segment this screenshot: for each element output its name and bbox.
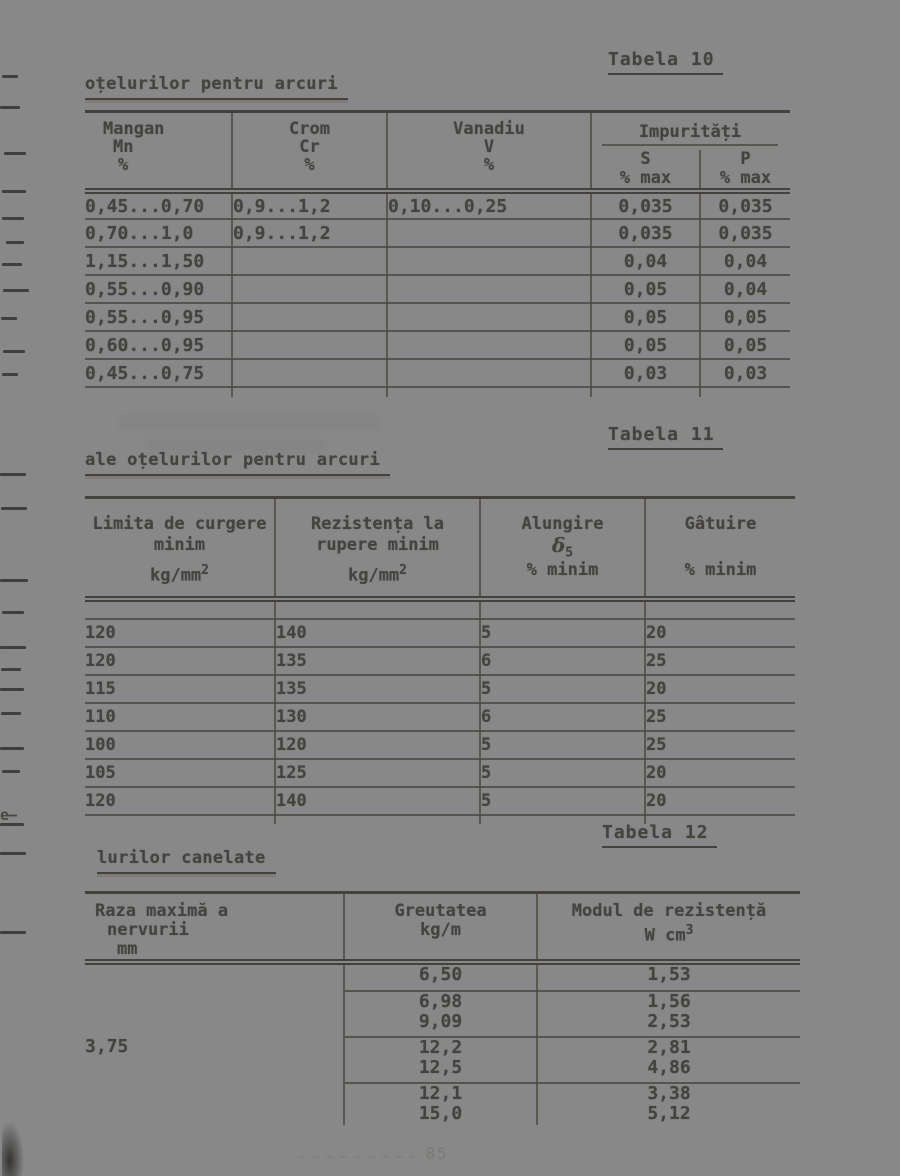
margin-mark — [2, 190, 26, 193]
table-cell — [232, 303, 387, 331]
margin-mark — [1, 712, 21, 715]
table-cell: 0,05 — [591, 303, 700, 331]
table-row — [85, 247, 790, 275]
table-row — [85, 387, 790, 397]
table-cell — [387, 219, 591, 247]
table-cell: 2,81 4,86 — [537, 1037, 800, 1083]
margin-mark — [0, 747, 24, 750]
table-cell: 1,15...1,50 — [85, 247, 232, 275]
table-cell: 20 — [645, 619, 795, 647]
table-cell — [85, 962, 344, 991]
table10-caption: oțelurilor pentru arcuri — [85, 74, 348, 100]
scan-smudge — [2, 1122, 24, 1176]
table-cell: 0,45...0,70 — [85, 191, 232, 219]
column-header-mangan: Mangan Mn % — [85, 112, 232, 192]
subcolumn-header-s: S % max — [619, 149, 672, 188]
table-cell: 0,04 — [700, 275, 790, 303]
margin-mark — [0, 473, 26, 476]
table-cell: 5 — [480, 731, 645, 759]
table-cell — [85, 991, 344, 1037]
margin-mark — [2, 373, 18, 376]
table-cell — [387, 247, 591, 275]
margin-mark — [3, 289, 29, 292]
table-cell — [85, 1083, 344, 1125]
table12-title: Tabela 12 — [602, 822, 717, 848]
table-row — [85, 191, 790, 219]
table-cell — [387, 331, 591, 359]
table-cell: 25 — [645, 647, 795, 675]
table-cell — [232, 275, 387, 303]
table-cell: 120 — [85, 647, 275, 675]
page-number: 85 — [425, 1144, 449, 1163]
margin-mark — [2, 263, 22, 266]
table-cell: 0,03 — [591, 359, 700, 387]
table-cell: 5 — [480, 619, 645, 647]
table-cell: 135 — [275, 675, 480, 703]
page-number-smudge-line — [298, 1156, 414, 1158]
table-row — [85, 703, 795, 731]
table-11-header-row — [85, 498, 795, 599]
table-12 — [85, 891, 800, 1125]
table-cell: 3,75 — [85, 1037, 344, 1083]
table-cell: 5 — [480, 759, 645, 787]
table-cell — [232, 359, 387, 387]
table-cell: 0,60...0,95 — [85, 331, 232, 359]
column-header-limita-curgere: Limita de curgere minim $kg/mm^2$ — [85, 498, 275, 599]
table-cell: 12,1 15,0 — [344, 1083, 537, 1125]
table-cell: 0,05 — [591, 331, 700, 359]
table-row — [85, 647, 795, 675]
table-cell: 0,035 — [700, 191, 790, 219]
table-cell: 0,03 — [700, 359, 790, 387]
table-cell: 3,38 5,12 — [647, 1083, 691, 1124]
table-cell: 110 — [85, 703, 275, 731]
table-row — [85, 787, 795, 815]
scan-smudge — [120, 416, 380, 430]
table-cell: 6,50 — [344, 962, 537, 991]
table-cell: 0,05 — [700, 331, 790, 359]
table-cell: 6 — [480, 647, 645, 675]
table-row — [85, 1083, 800, 1125]
table-10-header-row — [85, 112, 790, 192]
table-cell — [232, 331, 387, 359]
table-cell: 0,05 — [700, 303, 790, 331]
margin-mark — [3, 350, 25, 353]
table-row — [85, 331, 790, 359]
table-cell: 100 — [85, 731, 275, 759]
margin-mark — [0, 852, 26, 855]
table-row — [85, 962, 800, 991]
table-cell: 20 — [645, 787, 795, 815]
table-cell — [387, 275, 591, 303]
column-header-alungire: Alungire $\delta_5$ % minim — [480, 498, 645, 599]
table-cell: 130 — [275, 703, 480, 731]
column-header-greutatea: Greutatea kg/m — [344, 893, 537, 963]
margin-mark — [2, 217, 24, 220]
table-cell: 20 — [645, 759, 795, 787]
table-cell: 0,035 — [591, 191, 700, 219]
table-12-header-row — [85, 893, 800, 963]
table-cell — [232, 247, 387, 275]
table-row — [85, 303, 790, 331]
table-cell: 140 — [275, 619, 480, 647]
table-cell: 0,55...0,95 — [85, 303, 232, 331]
margin-mark — [0, 106, 20, 109]
table-10 — [85, 110, 790, 397]
table-cell: 0,9...1,2 — [232, 191, 387, 219]
table-cell: 6 — [480, 703, 645, 731]
table-row — [85, 759, 795, 787]
table-cell: 0,05 — [591, 275, 700, 303]
table-row — [85, 359, 790, 387]
table-row — [85, 991, 800, 1037]
table-cell: 105 — [85, 759, 275, 787]
table12-caption: lurilor canelate — [97, 848, 276, 874]
table-cell: 5 — [480, 787, 645, 815]
table-row — [85, 275, 790, 303]
margin-mark — [0, 579, 28, 582]
margin-mark — [0, 931, 26, 934]
subcolumn-header-p: P % max — [699, 150, 790, 188]
margin-mark — [2, 611, 24, 614]
table-cell: 25 — [645, 703, 795, 731]
table10-title: Tabela 10 — [608, 49, 723, 75]
table-cell: 0,10...0,25 — [387, 191, 591, 219]
table-cell: 135 — [275, 647, 480, 675]
column-header-impuritati: Impurități S % max P % max — [591, 112, 790, 192]
table-cell: 1,53 — [537, 962, 800, 991]
table-cell: 125 — [275, 759, 480, 787]
column-header-crom: Crom Cr % — [232, 112, 387, 192]
table-cell: 20 — [645, 675, 795, 703]
table-row — [85, 1037, 800, 1083]
column-header-rezistenta-rupere: Rezistența la rupere minim $kg/mm^2$ — [275, 498, 480, 599]
table-cell: 120 — [85, 619, 275, 647]
margin-mark — [2, 75, 18, 78]
table-cell — [387, 359, 591, 387]
table-row — [85, 219, 790, 247]
table-cell: 6,98 9,09 — [344, 991, 537, 1037]
table-cell: 0,04 — [591, 247, 700, 275]
table-cell: 5 — [480, 675, 645, 703]
margin-mark — [1, 317, 17, 320]
table-cell: 0,04 — [700, 247, 790, 275]
table-cell: 0,55...0,90 — [85, 275, 232, 303]
column-header-vanadiu: Vanadiu V % — [387, 112, 591, 192]
table-row — [85, 599, 795, 619]
column-header-gatuire: Gâtuire % minim — [645, 498, 795, 599]
table-cell: 0,45...0,75 — [85, 359, 232, 387]
table-cell: 0,9...1,2 — [232, 219, 387, 247]
margin-mark — [4, 152, 26, 155]
table-cell: 115 — [85, 675, 275, 703]
table-cell: 12,2 12,5 — [344, 1037, 537, 1083]
margin-mark — [2, 770, 20, 773]
margin-mark — [1, 507, 27, 510]
table-row — [85, 619, 795, 647]
margin-text-fragment: e— — [0, 806, 17, 824]
table-cell: 0,70...1,0 — [85, 219, 232, 247]
table-cell: 0,035 — [700, 219, 790, 247]
table-cell: 120 — [85, 787, 275, 815]
margin-mark — [0, 646, 26, 649]
table-cell: 1,56 2,53 — [537, 991, 800, 1037]
margin-mark — [1, 668, 21, 671]
margin-mark — [6, 241, 24, 244]
column-header-raza-maxima: Raza maximă a nervurii mm — [85, 893, 344, 963]
margin-mark — [0, 688, 24, 691]
table-row — [85, 675, 795, 703]
table-cell: 0,035 — [591, 219, 700, 247]
table-11 — [85, 496, 795, 824]
table-cell: 25 — [645, 731, 795, 759]
column-header-modul-rezistenta: Modul de rezistență W $cm^3$ — [537, 893, 800, 963]
table11-caption: ale oțelurilor pentru arcuri — [85, 450, 390, 476]
table-row — [85, 731, 795, 759]
table-cell — [387, 303, 591, 331]
table-cell: 140 — [275, 787, 480, 815]
table11-title: Tabela 11 — [608, 424, 723, 450]
table-cell: 120 — [275, 731, 480, 759]
